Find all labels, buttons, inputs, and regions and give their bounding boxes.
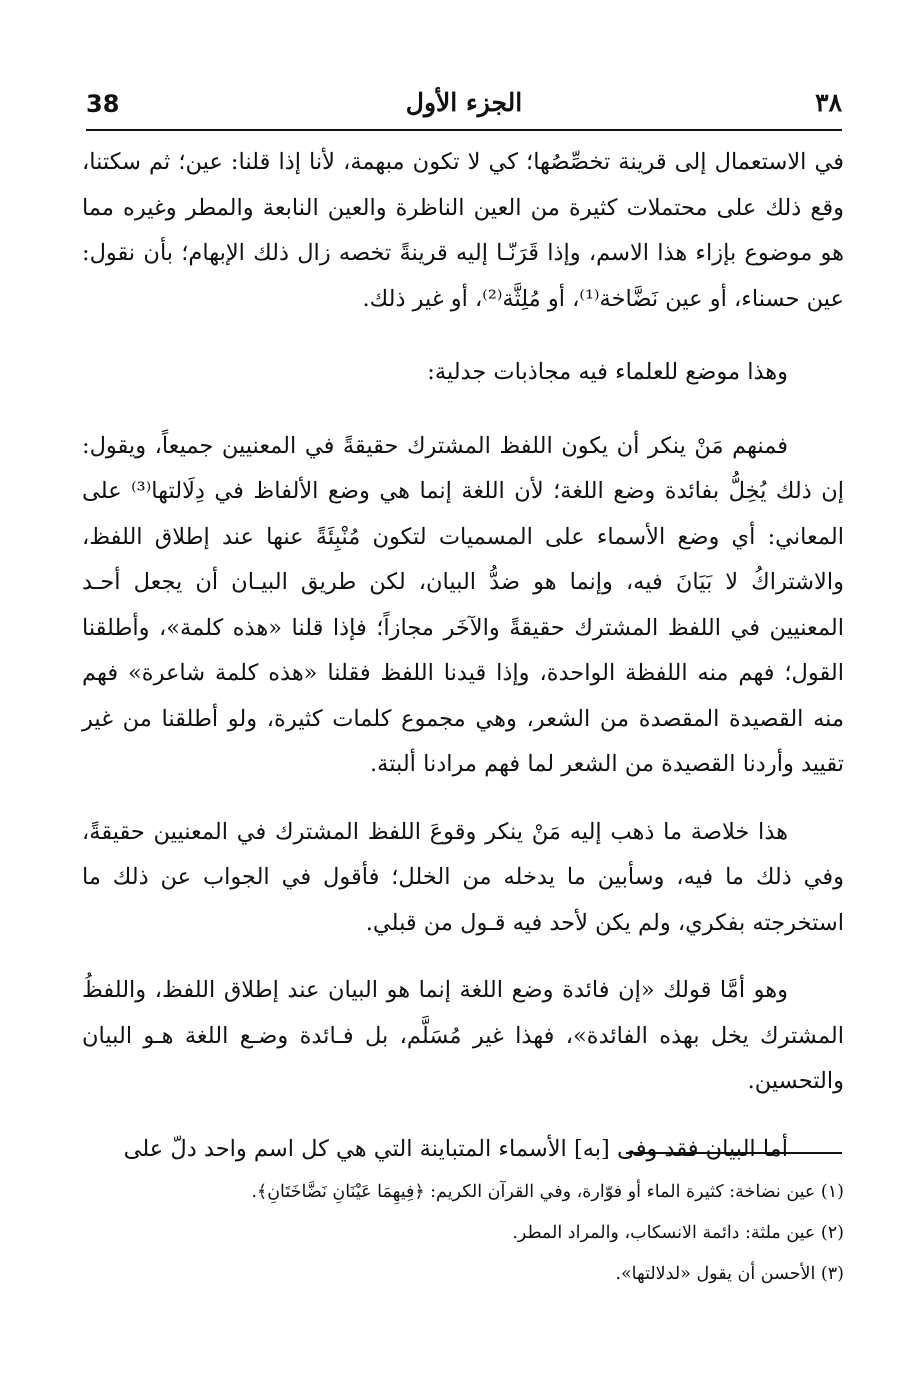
running-title: الجزء الأول <box>405 88 523 117</box>
paragraph-2: وهذا موضع للعلماء فيه مجاذبات جدلية: <box>427 359 788 385</box>
body-text <box>82 140 844 1172</box>
paragraph-4: هذا خلاصة ما ذهب إليه مَنْ ينكر وقوعَ اللفظ المشترك في المعنيين حقيقةً، وفي ذلك ما فيه، وسأبين ما يدخله من الخلل؛ فأقول في الجواب عن ذلك ما استخرجته بفكري، ولم يكن لأحد فيه قـول من قبلي. <box>82 818 844 936</box>
running-header <box>86 86 842 126</box>
footnote-2: (٢) عين ملثة: دائمة الانسكاب، والمراد المطر. <box>512 1223 844 1243</box>
page-number-arabic: ٣٨ <box>815 88 842 117</box>
paragraph-6: أما البيان فقد وفى [به] الأسماء المتباينة التي هي كل اسم واحد دلّ على <box>123 1135 788 1162</box>
footnote-3: (٣) الأحسن أن يقول «لدلالتها». <box>615 1264 844 1284</box>
footnote-rule <box>626 1152 842 1154</box>
paragraph-1: في الاستعمال إلى قرينة تخصِّصُها؛ كي لا تكون مبهمة، لأنا إذا قلنا: عين؛ ثم سكتنا، وقع ذلك على محتملات كثيرة من العين الناظرة والعين النابعة والمطر وغيره مما هو موضوع بإزاء هذا الاسم، وإذا قَرَنّـا إليه قرينةً تخصه زال ذلك الإبهام؛ بأن نقول: عين حسناء، أو عين نَضَّاخة⁽¹⁾، أو مُلِثَّة⁽²⁾، أو غير ذلك. <box>82 149 844 312</box>
page-number-latin: 38 <box>86 90 120 118</box>
footnotes <box>82 1172 844 1295</box>
footnote-1: (١) عين نضاخة: كثيرة الماء أو فوّارة، وفي القرآن الكريم: ﴿فِيهِمَا عَيْنَانِ نَضَّاخَتَانِ﴾. <box>251 1182 844 1202</box>
header-rule <box>86 129 842 131</box>
paragraph-3: فمنهم مَنْ ينكر أن يكون اللفظ المشترك حقيقةً في المعنيين جميعاً، ويقول: إن ذلك يُخِلُّ بفائدة وضع اللغة؛ لأن اللغة إنما هي وضع الألفاظ في دِلَالتها⁽³⁾ على المعاني: أي وضع الأسماء على المسميات لتكون مُنْبِئَةً عنها عند إطلاق اللفظ، والاشتراكُ لا بَيَانَ فيه، وإنما هو ضدُّ البيان، لكن طريق البيـان أن يجعل أحـد المعنيين في اللفظ المشترك حقيقةً والآخَر مجازاً؛ فإذا قلنا «هذه كلمة»، وأطلقنا القول؛ فهم منه اللفظة الواحدة، وإذا قيدنا اللفظ فقلنا «هذه كلمة شاعرة» فهم منه القصيدة المقصدة من الشعر، وهي مجموع كلمات كثيرة، ولو أطلقنا من غير تقييد وأردنا القصيدة من الشعر لما فهم مرادنا ألبتة. <box>82 432 845 777</box>
paragraph-5: وهو أمَّا قولك «إن فائدة وضع اللغة إنما هو البيان عند إطلاق اللفظ، واللفظُ المشترك يخل بهذه الفائدة»، فهذا غير مُسَلَّم، بل فـائدة وضـع اللغة هـو البيان والتحسين. <box>82 977 844 1094</box>
